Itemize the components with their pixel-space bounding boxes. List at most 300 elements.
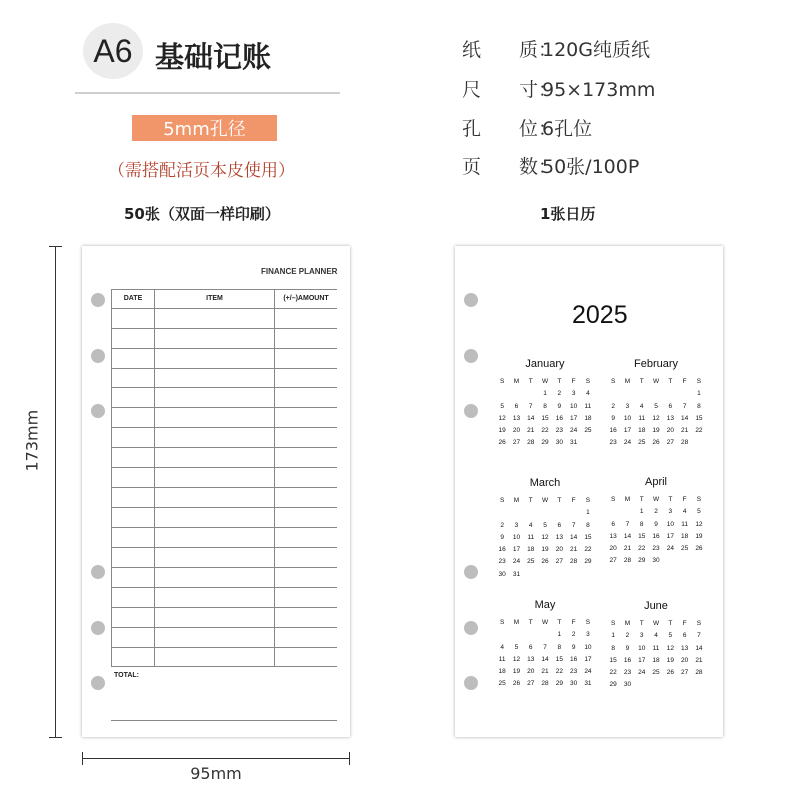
day-number: 15 <box>541 414 549 422</box>
month-name: May <box>534 599 556 611</box>
day-number: 3 <box>514 521 519 529</box>
day-number: 12 <box>498 414 506 422</box>
title-divider <box>75 92 340 94</box>
day-number: 26 <box>512 680 521 688</box>
day-number: 21 <box>541 668 549 676</box>
month-grid <box>606 496 706 570</box>
ledger-row-line <box>111 328 337 329</box>
day-number: 24 <box>570 427 578 435</box>
height-dimension-line <box>55 246 56 737</box>
day-number: 16 <box>555 414 563 422</box>
weekday-label: S <box>610 496 616 503</box>
day-number: 12 <box>652 414 660 422</box>
day-number: 2 <box>654 508 658 516</box>
day-number: 21 <box>681 427 689 435</box>
height-dimension-label: 173mm <box>22 409 42 472</box>
ledger-row-line <box>111 507 337 508</box>
height-dimension-cap-top <box>49 246 62 247</box>
day-number: 18 <box>652 656 660 664</box>
size-badge: A6 <box>83 23 143 79</box>
day-number: 8 <box>611 644 615 652</box>
ledger-row-line <box>111 607 337 608</box>
day-number: 9 <box>625 644 630 652</box>
day-number: 30 <box>498 570 506 578</box>
weekday-label: S <box>499 619 505 626</box>
day-number: 1 <box>586 509 590 517</box>
month-name: June <box>644 600 668 612</box>
punch-hole <box>91 349 105 363</box>
ledger-row-line <box>111 447 337 448</box>
empty-day <box>620 390 634 402</box>
punch-hole <box>464 565 478 579</box>
day-number: 15 <box>555 655 563 663</box>
day-number: 4 <box>654 632 658 640</box>
day-number: 16 <box>498 546 506 554</box>
punch-hole <box>91 621 105 635</box>
total-line <box>111 720 337 721</box>
month-name: January <box>525 358 565 370</box>
day-number: 26 <box>652 439 660 447</box>
weekday-label: M <box>513 619 520 626</box>
column-header-date: DATE <box>123 295 143 302</box>
finance-planner-sheet <box>82 246 350 737</box>
empty-day <box>509 390 523 402</box>
empty-day <box>495 509 509 521</box>
day-number: 27 <box>512 439 521 447</box>
day-number: 13 <box>527 655 535 663</box>
empty-day <box>663 390 677 402</box>
width-dimension-cap-right <box>349 752 350 765</box>
day-number: 6 <box>514 402 519 410</box>
weekday-label: M <box>513 378 520 385</box>
total-label: TOTAL: <box>114 672 140 679</box>
day-number: 7 <box>682 402 687 410</box>
day-number: 22 <box>609 669 617 677</box>
day-number: 12 <box>695 520 703 528</box>
day-number: 19 <box>695 532 703 540</box>
day-number: 11 <box>638 414 646 422</box>
day-number: 8 <box>543 402 547 410</box>
ledger-row-line <box>111 289 337 290</box>
day-number: 19 <box>666 656 674 664</box>
column-header-amount: (+/–)AMOUNT <box>283 295 329 302</box>
day-number: 19 <box>541 546 549 554</box>
weekday-label: M <box>513 497 520 504</box>
ledger-row-line <box>111 308 337 309</box>
spec-value: 95×173mm <box>542 79 656 101</box>
month-name: March <box>529 477 561 489</box>
day-number: 15 <box>695 414 703 422</box>
day-number: 24 <box>512 558 521 566</box>
empty-day <box>677 390 691 402</box>
planner-title: FINANCE PLANNER <box>261 267 338 276</box>
ledger-row-line <box>111 368 337 369</box>
day-number: 1 <box>611 632 615 640</box>
day-number: 5 <box>697 508 701 516</box>
day-number: 13 <box>609 532 617 540</box>
ledger-column-line <box>154 289 155 666</box>
day-number: 2 <box>611 402 615 410</box>
weekday-label: W <box>652 496 660 503</box>
day-number: 19 <box>512 668 521 676</box>
day-number: 10 <box>638 644 646 652</box>
day-number: 25 <box>681 545 689 553</box>
spec-key: 纸 质： <box>462 39 558 61</box>
empty-day <box>538 631 552 643</box>
day-number: 15 <box>584 533 592 541</box>
day-number: 1 <box>557 631 562 639</box>
day-number: 17 <box>623 427 632 435</box>
day-number: 5 <box>668 632 673 640</box>
weekday-label: W <box>652 620 660 627</box>
day-number: 22 <box>541 427 549 435</box>
empty-day <box>538 509 552 521</box>
day-number: 9 <box>571 643 576 651</box>
width-dimension-line <box>82 758 350 759</box>
empty-day <box>495 631 509 643</box>
weekday-label: T <box>639 496 644 503</box>
weekday-label: S <box>696 620 702 627</box>
day-number: 27 <box>555 558 563 566</box>
weekday-label: M <box>624 378 631 385</box>
weekday-label: S <box>696 378 702 385</box>
day-number: 6 <box>528 643 533 651</box>
day-number: 17 <box>584 655 592 663</box>
day-number: 4 <box>639 402 644 410</box>
day-number: 21 <box>527 427 535 435</box>
day-number: 2 <box>500 521 504 529</box>
day-number: 20 <box>681 656 689 664</box>
month-grid <box>606 620 706 694</box>
day-number: 19 <box>652 427 660 435</box>
ledger-row-line <box>111 467 337 468</box>
day-number: 20 <box>527 668 535 676</box>
day-number: 7 <box>571 521 576 529</box>
day-number: 16 <box>570 655 578 663</box>
day-number: 14 <box>695 644 703 652</box>
day-number: 25 <box>652 669 660 677</box>
day-number: 4 <box>586 390 590 398</box>
ledger-row-line <box>111 487 337 488</box>
empty-day <box>524 631 538 643</box>
day-number: 5 <box>500 402 504 410</box>
punch-hole <box>464 293 478 307</box>
day-number: 17 <box>666 532 674 540</box>
day-number: 22 <box>584 546 592 554</box>
day-number: 23 <box>609 439 617 447</box>
day-number: 2 <box>625 632 630 640</box>
month-name: February <box>633 358 679 370</box>
spec-key: 页 数： <box>462 156 558 178</box>
day-number: 13 <box>666 414 674 422</box>
punch-hole <box>464 676 478 690</box>
weekday-label: T <box>668 378 673 385</box>
day-number: 1 <box>639 508 644 516</box>
punch-hole <box>91 565 105 579</box>
weekday-label: S <box>610 378 616 385</box>
day-number: 10 <box>512 533 521 541</box>
weekday-label: F <box>682 378 687 385</box>
empty-day <box>620 508 634 520</box>
day-number: 7 <box>543 643 547 651</box>
day-number: 22 <box>555 668 563 676</box>
ledger-row-line <box>111 666 337 667</box>
day-number: 28 <box>527 439 535 447</box>
day-number: 16 <box>609 427 617 435</box>
day-number: 4 <box>682 508 687 516</box>
day-number: 6 <box>611 520 615 528</box>
spec-value: 50张/100P <box>542 156 640 178</box>
day-number: 2 <box>557 390 562 398</box>
day-number: 28 <box>570 558 578 566</box>
weekday-label: T <box>639 378 644 385</box>
weekday-label: S <box>610 620 616 627</box>
day-number: 27 <box>609 557 617 565</box>
day-number: 29 <box>541 439 549 447</box>
day-number: 12 <box>512 655 521 663</box>
spec-size <box>462 75 655 102</box>
day-number: 24 <box>638 669 646 677</box>
weekday-label: S <box>499 378 505 385</box>
empty-day <box>509 509 523 521</box>
weekday-label: T <box>668 620 673 627</box>
weekday-label: M <box>624 620 631 627</box>
column-header-item: ITEM <box>206 295 223 302</box>
day-number: 20 <box>512 427 521 435</box>
day-number: 6 <box>557 521 562 529</box>
weekday-label: F <box>571 497 576 504</box>
day-number: 4 <box>500 643 504 651</box>
day-number: 23 <box>555 427 563 435</box>
day-number: 11 <box>527 533 535 541</box>
day-number: 28 <box>541 680 549 688</box>
day-number: 1 <box>543 390 547 398</box>
empty-day <box>524 390 538 402</box>
punch-hole <box>464 404 478 418</box>
ledger-row-line <box>111 527 337 528</box>
day-number: 24 <box>584 668 592 676</box>
day-number: 8 <box>639 520 644 528</box>
day-number: 14 <box>541 655 549 663</box>
spec-value: 6孔位 <box>542 118 593 140</box>
day-number: 22 <box>638 545 646 553</box>
day-number: 28 <box>623 557 632 565</box>
day-number: 21 <box>623 545 632 553</box>
day-number: 11 <box>498 655 506 663</box>
day-number: 25 <box>638 439 646 447</box>
day-number: 11 <box>652 644 660 652</box>
day-number: 29 <box>584 558 592 566</box>
weekday-label: W <box>541 378 549 385</box>
day-number: 26 <box>695 545 703 553</box>
weekday-label: F <box>571 378 576 385</box>
empty-day <box>606 390 620 402</box>
day-number: 9 <box>654 520 658 528</box>
day-number: 26 <box>498 439 506 447</box>
day-number: 10 <box>666 520 674 528</box>
day-number: 23 <box>652 545 660 553</box>
spec-value: 120G纯质纸 <box>542 39 650 61</box>
weekday-label: T <box>557 378 562 385</box>
day-number: 3 <box>586 631 590 639</box>
day-number: 27 <box>666 439 674 447</box>
day-number: 9 <box>557 402 562 410</box>
empty-day <box>509 631 523 643</box>
weekday-label: S <box>499 497 505 504</box>
punch-hole <box>91 293 105 307</box>
day-number: 18 <box>638 427 646 435</box>
day-number: 30 <box>623 681 632 689</box>
weekday-label: S <box>585 497 591 504</box>
day-number: 8 <box>697 402 701 410</box>
month-grid <box>495 497 595 583</box>
day-number: 27 <box>527 680 535 688</box>
day-number: 23 <box>498 558 506 566</box>
ledger-row-line <box>111 387 337 388</box>
day-number: 6 <box>668 402 673 410</box>
weekday-label: F <box>682 496 687 503</box>
day-number: 3 <box>571 390 576 398</box>
empty-day <box>606 508 620 520</box>
weekday-label: W <box>652 378 660 385</box>
ledger-row-line <box>111 567 337 568</box>
weekday-label: F <box>571 619 576 626</box>
ledger-row-line <box>111 427 337 428</box>
day-number: 23 <box>570 668 578 676</box>
ledger-row-line <box>111 407 337 408</box>
day-number: 10 <box>623 414 632 422</box>
ledger-row-line <box>111 348 337 349</box>
weekday-label: T <box>668 496 673 503</box>
day-number: 5 <box>654 402 658 410</box>
spec-pages <box>462 152 639 179</box>
day-number: 6 <box>682 632 687 640</box>
day-number: 1 <box>697 390 701 398</box>
day-number: 12 <box>541 533 549 541</box>
day-number: 13 <box>555 533 563 541</box>
left-caption: 50张（双面一样印刷） <box>124 205 280 223</box>
day-number: 16 <box>652 532 660 540</box>
width-dimension-cap-left <box>82 752 83 765</box>
day-number: 18 <box>498 668 506 676</box>
day-number: 4 <box>528 521 533 529</box>
day-number: 31 <box>512 570 521 578</box>
day-number: 20 <box>555 546 563 554</box>
empty-day <box>649 390 663 402</box>
day-number: 17 <box>638 656 646 664</box>
ledger-column-line <box>111 289 112 666</box>
month-name: April <box>644 476 667 488</box>
right-caption: 1张日历 <box>540 205 596 223</box>
weekday-label: W <box>541 497 549 504</box>
day-number: 28 <box>695 669 703 677</box>
day-number: 14 <box>681 414 689 422</box>
day-number: 19 <box>498 427 506 435</box>
day-number: 18 <box>527 546 535 554</box>
punch-hole <box>91 404 105 418</box>
day-number: 12 <box>666 644 674 652</box>
ledger-column-line <box>274 289 275 666</box>
day-number: 10 <box>584 643 592 651</box>
day-number: 9 <box>500 533 504 541</box>
day-number: 30 <box>570 680 578 688</box>
weekday-label: T <box>528 497 533 504</box>
day-number: 24 <box>666 545 674 553</box>
day-number: 26 <box>666 669 674 677</box>
ledger-row-line <box>111 547 337 548</box>
day-number: 18 <box>584 414 592 422</box>
ledger-row-line <box>111 647 337 648</box>
weekday-label: S <box>696 496 702 503</box>
day-number: 5 <box>543 521 547 529</box>
month-grid <box>606 378 706 452</box>
day-number: 21 <box>695 656 703 664</box>
empty-day <box>566 509 580 521</box>
day-number: 9 <box>611 414 615 422</box>
empty-day <box>635 390 649 402</box>
day-number: 29 <box>638 557 646 565</box>
day-number: 20 <box>609 545 617 553</box>
day-number: 15 <box>638 532 646 540</box>
day-number: 21 <box>570 546 578 554</box>
day-number: 28 <box>681 439 689 447</box>
empty-day <box>495 390 509 402</box>
day-number: 18 <box>681 532 689 540</box>
spec-paper <box>462 35 650 62</box>
weekday-label: M <box>624 496 631 503</box>
spec-key: 尺 寸： <box>462 79 558 101</box>
day-number: 24 <box>623 439 632 447</box>
day-number: 23 <box>623 669 632 677</box>
weekday-label: F <box>682 620 687 627</box>
day-number: 29 <box>609 681 617 689</box>
day-number: 14 <box>570 533 578 541</box>
spec-key: 孔 位： <box>462 118 558 140</box>
day-number: 5 <box>514 643 519 651</box>
weekday-label: T <box>528 378 533 385</box>
day-number: 25 <box>498 680 506 688</box>
weekday-label: T <box>557 497 562 504</box>
product-title: 基础记账 <box>155 40 272 74</box>
day-number: 20 <box>666 427 674 435</box>
weekday-label: T <box>528 619 533 626</box>
day-number: 8 <box>586 521 590 529</box>
day-number: 10 <box>570 402 578 410</box>
day-number: 7 <box>625 520 630 528</box>
weekday-label: S <box>585 619 591 626</box>
ledger-row-line <box>111 587 337 588</box>
usage-note: （需搭配活页本皮使用） <box>108 161 295 181</box>
day-number: 22 <box>695 427 703 435</box>
punch-hole <box>464 349 478 363</box>
empty-day <box>552 509 566 521</box>
month-grid <box>495 619 595 693</box>
weekday-label: T <box>639 620 644 627</box>
day-number: 13 <box>681 644 689 652</box>
weekday-label: S <box>585 378 591 385</box>
punch-hole <box>464 621 478 635</box>
day-number: 29 <box>555 680 563 688</box>
day-number: 3 <box>625 402 630 410</box>
day-number: 25 <box>527 558 535 566</box>
day-number: 13 <box>512 414 521 422</box>
day-number: 31 <box>570 439 578 447</box>
day-number: 26 <box>541 558 549 566</box>
day-number: 27 <box>681 669 689 677</box>
day-number: 31 <box>584 680 592 688</box>
day-number: 17 <box>512 546 521 554</box>
month-grid <box>495 378 595 452</box>
